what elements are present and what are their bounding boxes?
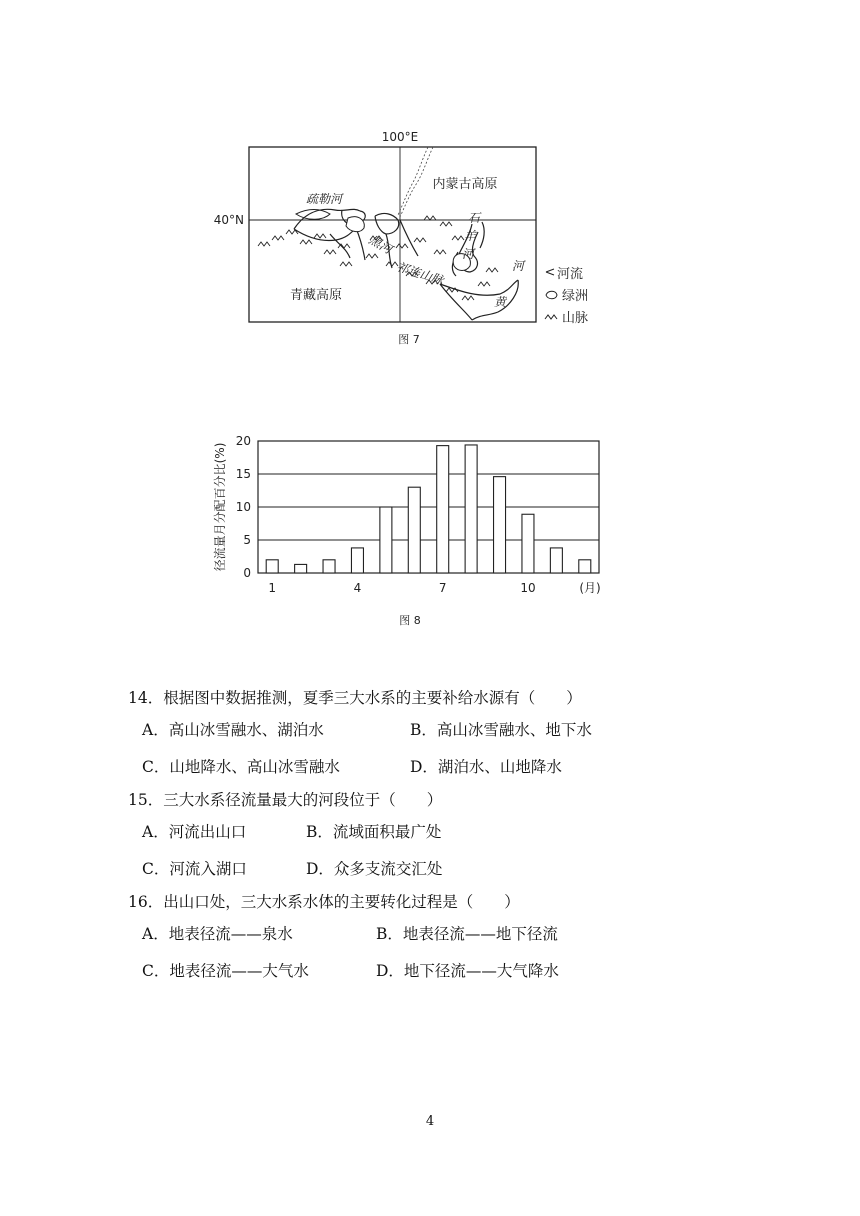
bar-month-9 (494, 477, 506, 573)
x-tick-label: 10 (520, 581, 536, 595)
y-tick-label: 5 (243, 533, 251, 547)
bar-month-6 (408, 487, 420, 573)
question-15-options-row-1 (128, 814, 768, 851)
y-tick-label: 0 (243, 566, 251, 580)
y-axis-label: 径流量月分配百分比(%) (213, 442, 227, 572)
question-16-stem: 16．出山口处，三大水系水体的主要转化过程是（ ） (128, 893, 520, 911)
figure-8-chart (200, 420, 620, 635)
legend-oasis: 绿洲 (562, 289, 589, 304)
question-14-option-d[interactable]: D．湖泊水、山地降水 (410, 758, 562, 776)
figure-7-caption: 图 7 (398, 333, 420, 346)
question-15-options-row-2 (128, 851, 768, 888)
question-14-option-c[interactable]: C．山地降水、高山冰雪融水 (142, 758, 340, 776)
question-14-options-row-2 (128, 749, 768, 786)
question-14-options-row-1 (128, 712, 768, 749)
river-legend-icon (546, 269, 554, 275)
x-axis-unit-label: (月) (579, 581, 601, 595)
longitude-label: 100°E (381, 130, 419, 144)
bar-month-11 (550, 548, 562, 573)
oasis-legend-icon (546, 291, 557, 299)
question-15-option-d[interactable]: D．众多支流交汇处 (306, 860, 443, 878)
question-15-option-b[interactable]: B．流域面积最广处 (306, 823, 442, 841)
y-tick-label: 15 (235, 467, 251, 481)
map-legend (545, 266, 588, 326)
legend-mountain: 山脉 (562, 311, 589, 326)
mountain-legend-icon (545, 315, 557, 319)
question-16-option-c[interactable]: C．地表径流——大气水 (142, 962, 309, 980)
shiyang-label-3: 河 (462, 247, 475, 261)
question-16-option-d[interactable]: D．地下径流——大气降水 (376, 962, 559, 980)
shiyang-label-1: 石 (468, 211, 481, 225)
question-16-option-b[interactable]: B．地表径流——地下径流 (376, 925, 558, 943)
question-15-stem: 15．三大水系径流量最大的河段位于（ ） (128, 791, 443, 809)
bar-month-1 (266, 560, 278, 573)
yellow-river-label-1: 河 (512, 259, 525, 273)
latitude-label: 40°N (213, 213, 244, 227)
x-tick-label: 7 (438, 581, 447, 595)
bar-month-8 (465, 445, 477, 573)
y-tick-label: 10 (235, 500, 251, 514)
y-tick-label: 20 (235, 434, 251, 448)
figure-7-map (200, 116, 632, 362)
bar-month-5 (380, 507, 392, 573)
question-14-option-a[interactable]: A．高山冰雪融水、湖泊水 (142, 721, 324, 739)
bar-month-7 (437, 446, 449, 573)
bar-month-4 (351, 548, 363, 573)
bar-month-2 (295, 564, 307, 573)
question-16-options-row-2 (128, 953, 768, 990)
question-15-option-a[interactable]: A．河流出山口 (142, 823, 247, 841)
legend-river: 河流 (557, 267, 584, 282)
qinghai-tibet-label: 青藏高原 (289, 288, 343, 303)
bar-month-10 (522, 514, 534, 573)
x-tick-label: 1 (268, 581, 277, 595)
bar-month-12 (579, 560, 591, 573)
heihe-label: 黑河 (366, 232, 395, 257)
question-16-options-row-1 (128, 916, 768, 953)
bar-month-3 (323, 560, 335, 573)
question-15-option-c[interactable]: C．河流入湖口 (142, 860, 247, 878)
page-number: 4 (425, 1114, 435, 1129)
question-16-option-a[interactable]: A．地表径流——泉水 (142, 925, 293, 943)
question-list (128, 684, 768, 990)
question-14-stem: 14．根据图中数据推测，夏季三大水系的主要补给水源有（ ） (128, 689, 582, 707)
question-14-option-b[interactable]: B．高山冰雪融水、地下水 (410, 721, 592, 739)
shiyang-label-2: 羊 (464, 229, 477, 243)
figure-8-caption: 图 8 (399, 614, 421, 627)
qilian-label: 祁连山脉 (395, 259, 446, 288)
inner-mongolia-label: 内蒙古高原 (432, 177, 498, 192)
x-tick-label: 4 (353, 581, 362, 595)
yellow-river-label-2: 黄 (494, 295, 507, 309)
shule-river-label: 疏勒河 (306, 192, 343, 206)
